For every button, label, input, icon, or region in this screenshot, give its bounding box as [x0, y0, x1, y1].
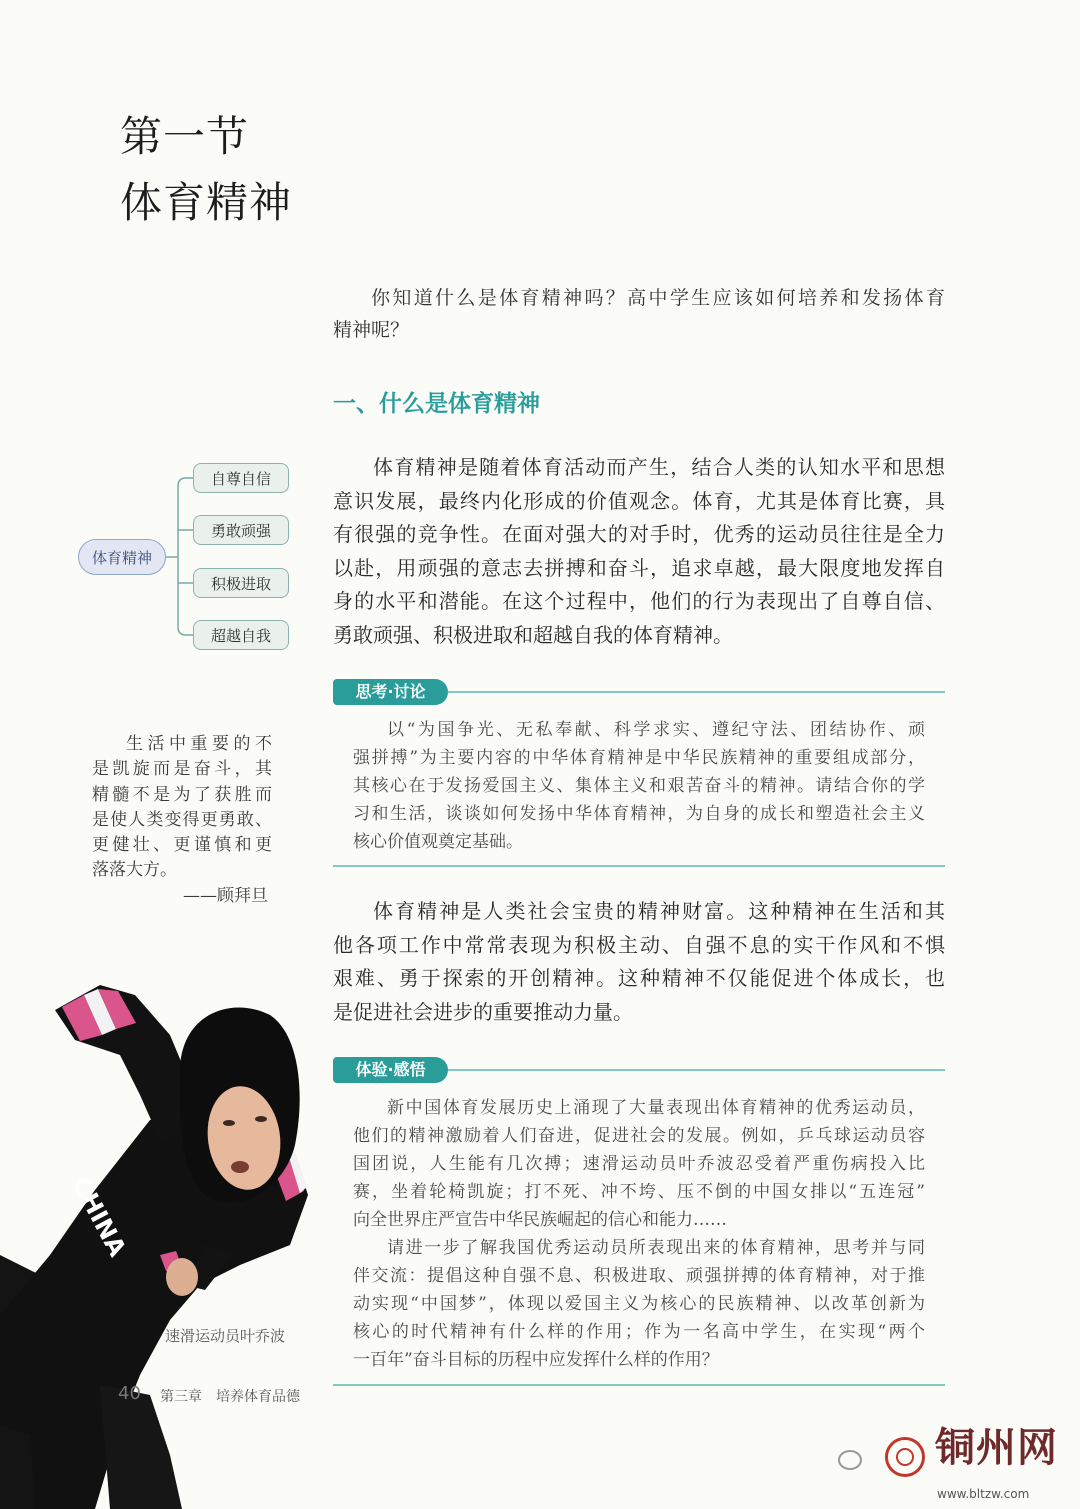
box-line: 新中国体育发展历史上涌现了大量表现出体育精神的优秀运动员， — [387, 1098, 925, 1118]
section-title: 体育精神 — [120, 178, 293, 227]
quote-line: 落落大方。 — [92, 860, 177, 881]
side-quote — [92, 732, 272, 909]
mind-map-center: 体育精神 — [78, 539, 166, 575]
page-number: 40 — [118, 1383, 141, 1404]
quote-line: 更健壮、更谨慎和更 — [92, 835, 272, 856]
think-discuss-label: 思考·讨论 — [333, 679, 448, 705]
box-line: 赛，坐着轮椅凯旋；打不死、冲不垮、压不倒的中国女排以“五连冠” — [353, 1182, 925, 1202]
wechat-icon — [838, 1450, 862, 1470]
suit-lettering: CHINA — [66, 1172, 132, 1262]
paragraph-line: 他各项工作中常常表现为积极主动、自强不息的实干作风和不惧 — [333, 932, 945, 957]
think-discuss-text — [353, 716, 925, 856]
seal-logo-icon — [885, 1437, 925, 1477]
watermark-url: www.bltzw.com — [937, 1487, 1030, 1501]
paragraph-line: 勇敢顽强、积极进取和超越自我的体育精神。 — [333, 622, 733, 647]
quote-line: 精髓不是为了获胜而 — [92, 784, 272, 805]
box-top-rule — [448, 1069, 945, 1071]
subsection-heading: 一、什么是体育精神 — [333, 391, 540, 417]
photo-caption: 速滑运动员叶乔波 — [165, 1327, 286, 1345]
box-line: 习和生活，谈谈如何发扬中华体育精神，为自身的成长和塑造社会主义 — [353, 804, 925, 824]
box-line: 强拼搏”为主要内容的中华体育精神是中华民族精神的重要组成部分， — [353, 748, 925, 768]
experience-label: 体验·感悟 — [333, 1057, 448, 1083]
paragraph-line: 体育精神是人类社会宝贵的精神财富。这种精神在生活和其 — [373, 899, 945, 923]
quote-line: 是凯旋而是奋斗，其 — [92, 759, 272, 780]
chapter-title: 培养体育品德 — [216, 1389, 300, 1405]
paragraph-line: 意识发展，最终内化形成的价值观念。体育，尤其是体育比赛，具 — [333, 488, 945, 513]
box-line: 以“为国争光、无私奉献、科学求实、遵纪守法、团结协作、顽 — [387, 720, 925, 740]
box-line: 核心价值观奠定基础。 — [353, 832, 523, 852]
box-bottom-rule — [333, 865, 945, 867]
speed-skater-photo — [0, 955, 315, 1509]
intro-line: 你知道什么是体育精神吗？高中学生应该如何培养和发扬体育 — [371, 287, 945, 309]
box-line: 向全世界庄严宣告中华民族崛起的信心和能力…… — [353, 1210, 727, 1230]
paragraph-line: 有很强的竞争性。在面对强大的对手时，优秀的运动员往往是全力 — [333, 522, 945, 547]
section-number: 第一节 — [120, 112, 250, 161]
mind-map-branch: 超越自我 — [193, 620, 289, 650]
quote-line: 是使人类变得更勇敢、 — [92, 809, 272, 830]
chapter-label — [160, 1386, 300, 1406]
box-line: 一百年”奋斗目标的历程中应发挥什么样的作用？ — [353, 1350, 719, 1370]
main-paragraph — [333, 451, 945, 653]
chapter-number: 第三章 — [160, 1389, 202, 1405]
box-line: 请进一步了解我国优秀运动员所表现出来的体育精神，思考并与同 — [387, 1238, 925, 1258]
watermark-site-name: 铜州网 — [935, 1425, 1058, 1471]
box-top-rule — [448, 691, 945, 693]
quote-author: ——顾拜旦 — [183, 885, 268, 906]
box-line: 其核心在于发扬爱国主义、集体主义和艰苦奋斗的精神。请结合你的学 — [353, 776, 925, 796]
box-line: 国团说，人生能有几次搏；速滑运动员叶乔波忍受着严重伤病投入比 — [353, 1154, 925, 1174]
paragraph-line: 体育精神是随着体育活动而产生，结合人类的认知水平和思想 — [373, 455, 945, 479]
mind-map-branch: 积极进取 — [193, 568, 289, 598]
mind-map-branch: 自尊自信 — [193, 463, 289, 493]
quote-line: 生活中重要的不 — [126, 734, 272, 754]
second-paragraph — [333, 895, 945, 1029]
mind-map-branch: 勇敢顽强 — [193, 515, 289, 545]
intro-question — [333, 282, 945, 346]
paragraph-line: 艰难、勇于探索的开创精神。这种精神不仅能促进个体成长，也 — [333, 966, 945, 991]
box-line: 伴交流：提倡这种自强不息、积极进取、顽强拼搏的体育精神，对于推 — [353, 1266, 925, 1286]
box-line: 核心的时代精神有什么样的作用；作为一名高中学生，在实现“两个 — [353, 1322, 925, 1342]
experience-text — [353, 1094, 925, 1374]
box-line: 他们的精神激励着人们奋进，促进社会的发展。例如，乒乓球运动员容 — [353, 1126, 925, 1146]
paragraph-line: 以赴，用顽强的意志去拼搏和奋斗，追求卓越，最大限度地发挥自 — [333, 555, 945, 580]
box-line: 动实现“中国梦”，体现以爱国主义为核心的民族精神、以改革创新为 — [353, 1294, 925, 1314]
intro-line: 精神呢？ — [333, 319, 410, 341]
box-bottom-rule — [333, 1384, 945, 1386]
paragraph-line: 身的水平和潜能。在这个过程中，他们的行为表现出了自尊自信、 — [333, 589, 945, 614]
paragraph-line: 是促进社会进步的重要推动力量。 — [333, 999, 633, 1024]
